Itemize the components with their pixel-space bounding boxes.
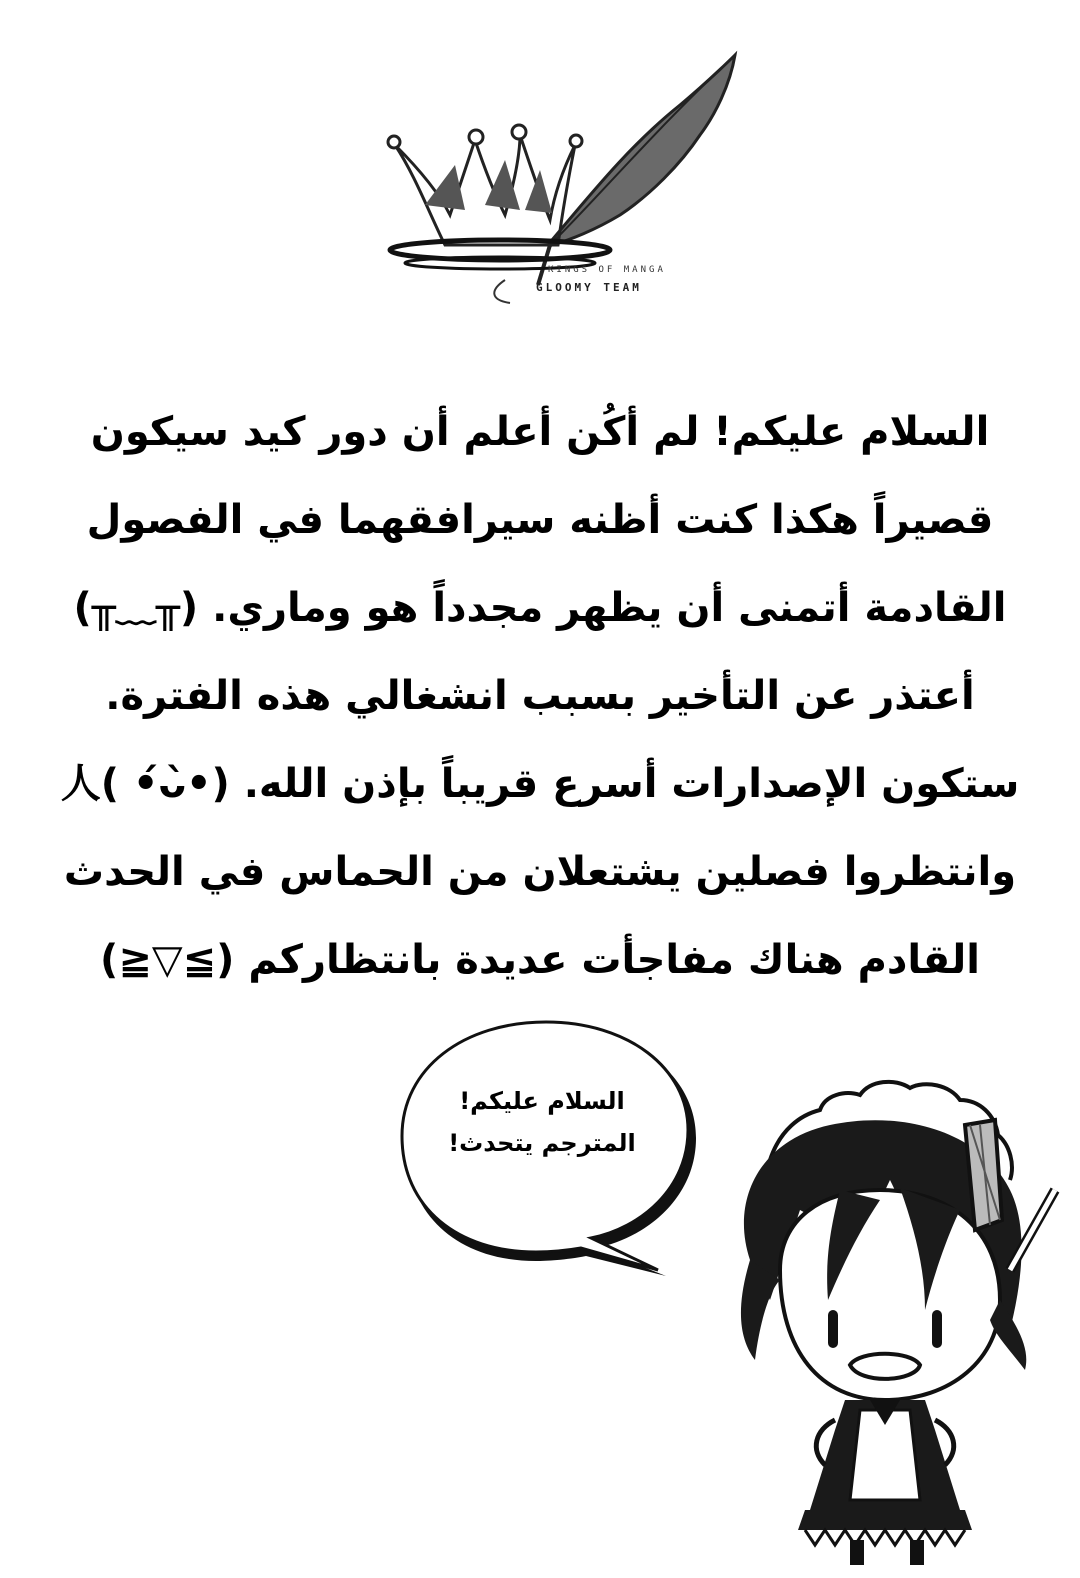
message-line: وانتظروا فصلين يشتعلان من الحماس في الحدث xyxy=(63,849,1017,895)
message-line: السلام عليكم! لم أكُن أعلم أن دور كيد سيكون xyxy=(90,409,990,455)
chibi-maid-character-icon xyxy=(710,1070,1070,1570)
message-line: قصيراً هكذا كنت أظنه سيرافقهما في الفصول xyxy=(86,497,994,543)
message-line: أعتذر عن التأخير بسبب انشغالي هذه الفترة. xyxy=(105,673,975,719)
logo-text-bottom: GLOOMY TEAM xyxy=(536,281,642,294)
message-line: القادمة أتمنى أن يظهر مجدداً هو وماري. (╥﹏╥) xyxy=(73,585,1007,631)
message-line: القادم هناك مفاجأت عديدة بانتظاركم (≧▽≦) xyxy=(100,937,980,983)
bubble-line: السلام عليكم! xyxy=(459,1087,625,1115)
bubble-line: المترجم يتحدث! xyxy=(448,1129,636,1157)
bubble-text xyxy=(412,1080,672,1164)
logo-text-top: KINGS OF MANGA xyxy=(548,265,666,275)
message-line: ستكون الإصدارات أسرع قريباً بإذن الله. (•̀ᴗ•́ )人 xyxy=(60,761,1020,807)
translator-message xyxy=(60,388,1020,1004)
